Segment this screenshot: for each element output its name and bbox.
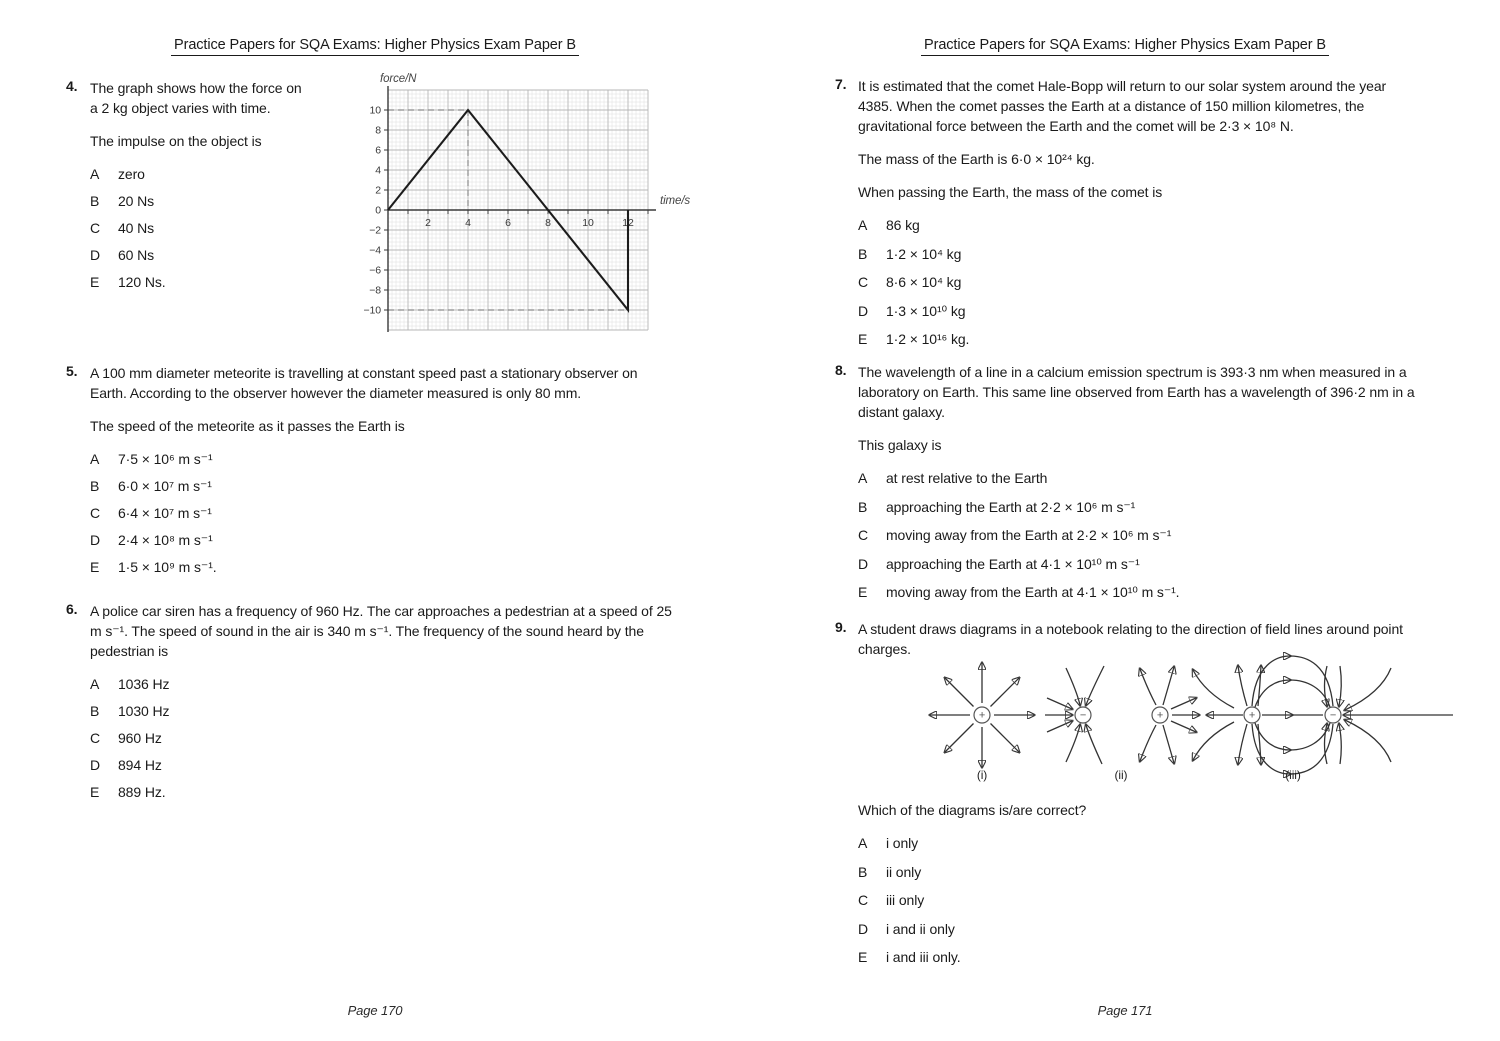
option-text: zero <box>118 166 145 182</box>
option-row <box>90 245 302 265</box>
question-number: 6. <box>66 601 78 617</box>
diagram-label-iii: (iii) <box>1285 768 1301 782</box>
option-text: 1·3 × 10¹⁰ kg <box>886 302 966 319</box>
question-number: 5. <box>66 363 78 379</box>
question-text: A 100 mm diameter meteorite is travelling at constant speed past a stationary observer on Earth. According to the observer however the diameter measured is only 80 mm. <box>90 365 638 401</box>
option-row <box>90 755 675 775</box>
page-header-title: Practice Papers for SQA Exams: Higher Physics Exam Paper B <box>921 37 1329 56</box>
option-text: approaching the Earth at 2·2 × 10⁶ m s⁻¹ <box>886 498 1136 515</box>
option-row <box>858 862 1418 882</box>
question-number: 7. <box>835 76 847 92</box>
option-letter: E <box>858 584 868 600</box>
option-row <box>858 833 1418 853</box>
option-text: approaching the Earth at 4·1 × 10¹⁰ m s⁻¹ <box>886 555 1140 572</box>
option-row <box>90 476 675 496</box>
field-diagram-ii <box>1045 666 1199 764</box>
option-row <box>90 701 675 721</box>
option-text: 6·0 × 10⁷ m s⁻¹ <box>118 478 212 494</box>
option-row <box>858 272 1418 292</box>
question-6 <box>66 601 676 809</box>
option-text: 1·2 × 10⁴ kg <box>886 245 962 262</box>
charge-symbol-positive: + <box>978 709 986 722</box>
option-letter: C <box>90 220 101 236</box>
option-row <box>90 191 302 211</box>
svg-text:−6: −6 <box>369 264 381 277</box>
option-text: i only <box>886 835 919 851</box>
option-letter: E <box>858 949 868 965</box>
option-text: 1030 Hz <box>118 703 170 719</box>
options-list <box>858 215 1418 349</box>
option-row <box>858 947 1418 967</box>
option-letter: E <box>90 784 100 800</box>
option-letter: D <box>858 555 869 572</box>
svg-text:force/N: force/N <box>380 73 417 85</box>
question-text: The mass of the Earth is 6·0 × 10²⁴ kg. <box>858 151 1095 167</box>
svg-text:4: 4 <box>465 217 471 229</box>
option-letter: C <box>858 892 869 908</box>
question-number: 9. <box>835 619 847 635</box>
option-text: i and iii only. <box>886 949 961 965</box>
option-text: ii only <box>886 863 922 880</box>
question-text: The speed of the meteorite as it passes the Earth is <box>90 418 405 434</box>
option-letter: E <box>90 559 100 575</box>
option-letter: A <box>858 470 868 486</box>
diagram-label-i: (i) <box>976 768 988 782</box>
charge-symbol-positive: + <box>1248 709 1256 722</box>
option-text: 960 Hz <box>118 730 162 746</box>
page-header-right <box>750 36 1500 56</box>
option-letter: C <box>858 274 869 290</box>
svg-text:8: 8 <box>545 217 551 229</box>
page-number-left: Page 170 <box>347 1003 403 1018</box>
svg-text:6: 6 <box>505 217 511 229</box>
option-text: 2·4 × 10⁸ m s⁻¹ <box>118 532 213 548</box>
svg-text:−10: −10 <box>363 304 381 317</box>
option-text: 120 Ns. <box>118 274 166 290</box>
page-right <box>750 0 1500 1041</box>
svg-text:−2: −2 <box>369 224 381 237</box>
options-list <box>90 449 675 577</box>
option-letter: C <box>858 527 869 543</box>
question-number: 4. <box>66 78 78 94</box>
charge-symbol-negative: − <box>1079 709 1087 722</box>
charge-symbol-negative: − <box>1329 709 1337 722</box>
option-letter: A <box>90 451 100 467</box>
option-letter: B <box>858 863 868 880</box>
page-header-left <box>0 36 750 56</box>
option-text: moving away from the Earth at 4·1 × 10¹⁰ m s⁻¹. <box>886 584 1180 600</box>
option-row <box>858 244 1418 264</box>
options-list <box>90 674 675 802</box>
option-row <box>90 782 675 802</box>
options-list <box>90 164 302 292</box>
option-row <box>90 557 675 577</box>
option-text: i and ii only <box>886 920 955 937</box>
option-letter: D <box>90 247 101 263</box>
option-row <box>90 218 302 238</box>
option-letter: B <box>90 193 100 209</box>
svg-text:12: 12 <box>622 217 634 229</box>
svg-text:6: 6 <box>375 144 381 157</box>
option-row <box>858 919 1418 939</box>
option-text: iii only <box>886 892 925 908</box>
option-letter: B <box>90 703 100 719</box>
option-row <box>90 164 302 184</box>
question-text: This galaxy is <box>858 437 942 453</box>
question-text: When passing the Earth, the mass of the comet is <box>858 184 1163 200</box>
option-row <box>90 272 302 292</box>
option-text: 1·2 × 10¹⁶ kg. <box>886 331 970 347</box>
option-row <box>858 525 1418 545</box>
question-9-continued <box>858 800 1418 976</box>
option-letter: B <box>858 498 868 515</box>
option-row <box>90 674 675 694</box>
svg-text:time/s: time/s <box>660 195 691 207</box>
option-row <box>858 582 1418 602</box>
field-diagram-iii <box>1193 656 1453 774</box>
svg-text:−4: −4 <box>369 244 381 257</box>
option-row <box>858 215 1418 235</box>
question-text: A police car siren has a frequency of 960 Hz. The car approaches a pedestrian at a speed of 25 m s⁻¹. The speed of sound in the air is 340 m s⁻¹. The frequency of the sound heard by the pedestrian is <box>90 603 672 659</box>
option-text: 60 Ns <box>118 247 155 263</box>
field-diagram-i <box>930 663 1034 767</box>
field-line-diagrams-svg <box>835 648 1495 788</box>
option-letter: A <box>90 676 100 692</box>
option-letter: D <box>858 302 869 319</box>
option-row <box>858 301 1418 321</box>
option-letter: C <box>90 730 101 746</box>
svg-text:2: 2 <box>375 184 381 197</box>
option-row <box>90 530 675 550</box>
question-8 <box>835 362 1425 611</box>
option-letter: D <box>90 757 101 773</box>
option-letter: B <box>858 245 868 262</box>
question-text: The graph shows how the force on a 2 kg object varies with time. <box>90 80 302 116</box>
question-4 <box>66 78 306 299</box>
option-row <box>858 468 1418 488</box>
page-header-title: Practice Papers for SQA Exams: Higher Physics Exam Paper B <box>171 37 579 56</box>
diagram-label-ii: (ii) <box>1114 768 1128 782</box>
question-text: Which of the diagrams is/are correct? <box>858 802 1087 818</box>
option-letter: C <box>90 505 101 521</box>
svg-text:8: 8 <box>375 124 381 137</box>
svg-text:10: 10 <box>582 217 594 229</box>
svg-text:−8: −8 <box>369 284 381 297</box>
question-5 <box>66 363 676 584</box>
question-text: The impulse on the object is <box>90 133 262 149</box>
option-row <box>858 329 1418 349</box>
option-row <box>90 449 675 469</box>
option-text: 7·5 × 10⁶ m s⁻¹ <box>118 451 213 467</box>
option-text: 894 Hz <box>118 757 162 773</box>
option-text: 86 kg <box>886 217 920 233</box>
options-list <box>858 833 1418 967</box>
option-row <box>858 497 1418 517</box>
charge-symbol-positive: + <box>1156 709 1164 722</box>
option-letter: E <box>90 274 100 290</box>
option-text: 20 Ns <box>118 193 155 209</box>
option-letter: A <box>90 166 100 182</box>
option-letter: B <box>90 478 100 494</box>
option-text: 40 Ns <box>118 220 155 236</box>
option-letter: A <box>858 217 868 233</box>
option-row <box>90 728 675 748</box>
question-7 <box>835 76 1425 358</box>
question-text: A student draws diagrams in a notebook relating to the direction of field lines around point charges. <box>858 621 1403 657</box>
option-row <box>90 503 675 523</box>
question-number: 8. <box>835 362 847 378</box>
force-time-graph-container <box>358 70 703 345</box>
option-letter: D <box>90 532 101 548</box>
option-text: 8·6 × 10⁴ kg <box>886 274 962 290</box>
svg-text:0: 0 <box>375 204 381 217</box>
option-text: 1036 Hz <box>118 676 170 692</box>
option-text: 1·5 × 10⁹ m s⁻¹. <box>118 559 217 575</box>
option-letter: E <box>858 331 868 347</box>
option-text: 889 Hz. <box>118 784 166 800</box>
option-text: at rest relative to the Earth <box>886 470 1048 486</box>
option-row <box>858 554 1418 574</box>
question-text: The wavelength of a line in a calcium emission spectrum is 393·3 nm when measured in a laboratory on Earth. This same line observed from Earth has a wavelength of 396·2 nm in a distant galaxy. <box>858 364 1415 420</box>
svg-text:4: 4 <box>375 164 381 177</box>
question-text: It is estimated that the comet Hale-Bopp will return to our solar system around the year 4385. When the comet passes the Earth at a distance of 150 million kilometres, the gravitational force between the Earth and the comet will be 2·3 × 10⁸ N. <box>858 78 1387 134</box>
field-line-diagrams <box>835 648 1495 791</box>
option-text: moving away from the Earth at 2·2 × 10⁶ m s⁻¹ <box>886 527 1172 543</box>
page-number-right: Page 171 <box>1097 1003 1153 1018</box>
force-time-graph <box>358 70 703 342</box>
option-text: 6·4 × 10⁷ m s⁻¹ <box>118 505 212 521</box>
svg-text:10: 10 <box>369 104 381 117</box>
option-letter: A <box>858 835 868 851</box>
svg-text:2: 2 <box>425 217 431 229</box>
options-list <box>858 468 1418 602</box>
option-letter: D <box>858 920 869 937</box>
option-row <box>858 890 1418 910</box>
